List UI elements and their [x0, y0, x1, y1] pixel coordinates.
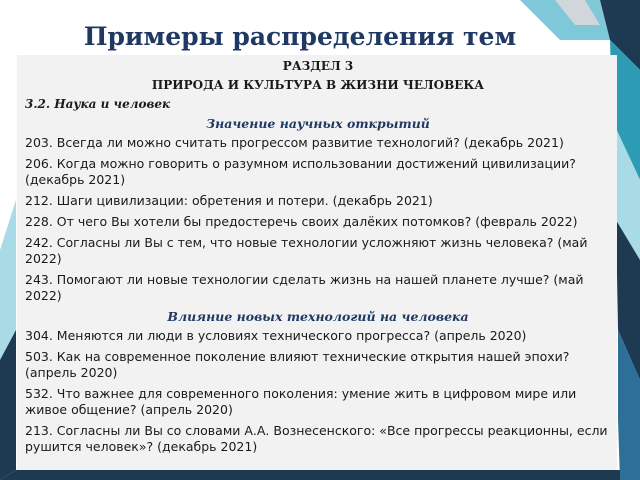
list-item: 503. Как на современное поколение влияют технические открытия нашей эпохи? (апрель 2020)	[25, 349, 570, 380]
list-item: 206. Когда можно говорить о разумном использовании достижений цивилизации? (декабрь 2021)	[25, 156, 576, 187]
list-item: 532. Что важнее для современного поколения: умение жить в цифровом мире или живое общение? (апрель 2020)	[25, 386, 577, 417]
slide-title: Примеры распределения тем	[83, 22, 517, 51]
list-item: 242. Согласны ли Вы с тем, что новые технологии усложняют жизнь человека? (май 2022)	[25, 235, 588, 266]
list-item: 304. Меняются ли люди в условиях технического прогресса? (апрель 2020)	[25, 328, 527, 343]
list-item: 243. Помогают ли новые технологии сделать жизнь на нашей планете лучше? (май 2022)	[25, 272, 584, 303]
list-item: 213. Согласны ли Вы со словами А.А. Вознесенского: «Все прогрессы реакционны, если рушится человек»? (декабрь 2021)	[25, 423, 608, 454]
section-name: ПРИРОДА И КУЛЬТУРА В ЖИЗНИ ЧЕЛОВЕКА	[151, 78, 485, 92]
group-heading: Значение научных открытий	[206, 116, 430, 131]
list-item: 228. От чего Вы хотели бы предостеречь своих далёких потомков? (февраль 2022)	[25, 214, 578, 229]
group-heading: Влияние новых технологий на человека	[167, 309, 469, 324]
decor-shape-bottom	[0, 470, 620, 480]
list-item: 212. Шаги цивилизации: обретения и потери. (декабрь 2021)	[25, 193, 433, 208]
subsection-title: 3.2. Наука и человек	[25, 97, 171, 111]
section-number: РАЗДЕЛ 3	[282, 59, 354, 73]
content-panel	[17, 55, 617, 470]
list-item: 203. Всегда ли можно считать прогрессом развитие технологий? (декабрь 2021)	[25, 135, 564, 150]
